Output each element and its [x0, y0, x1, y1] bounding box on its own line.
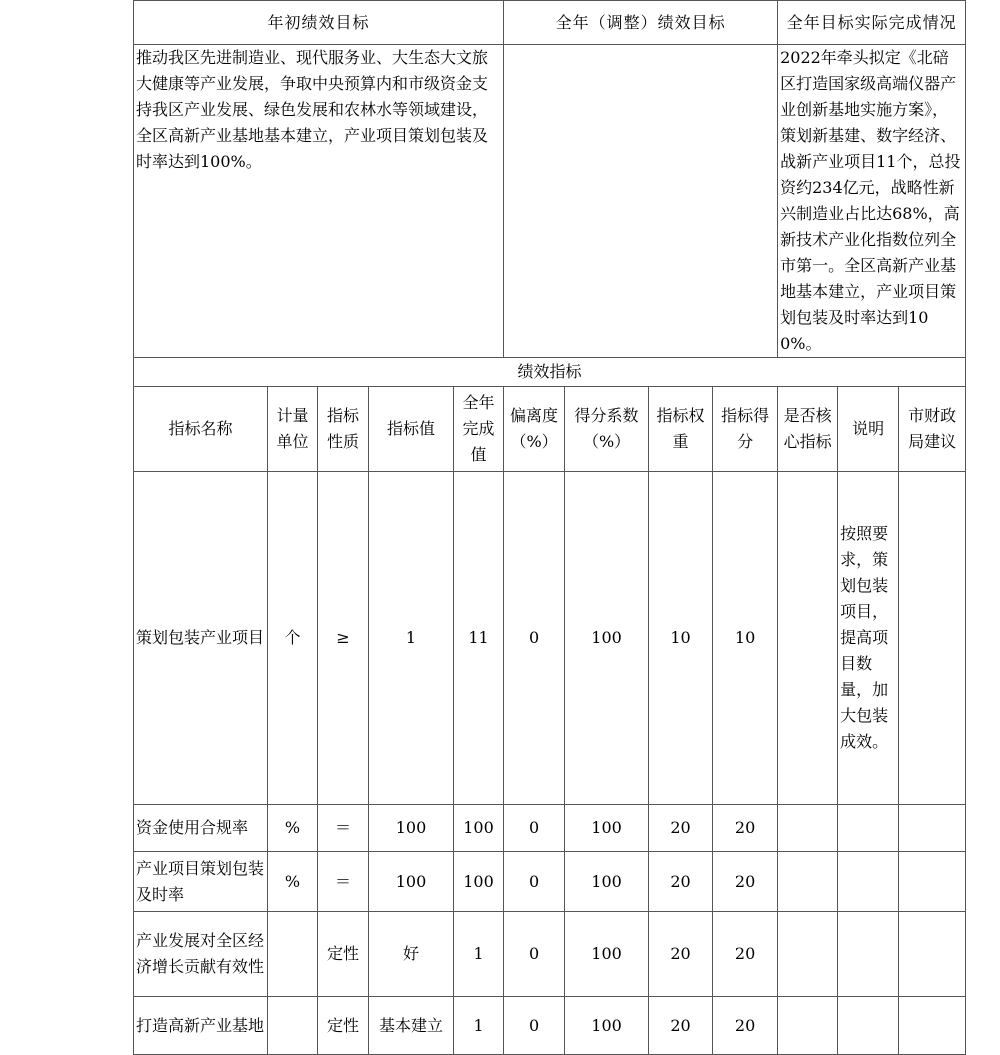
indicator-nature: ＝	[318, 852, 369, 912]
col-weight-header: 指标权重	[649, 387, 713, 472]
col-score-header: 指标得分	[713, 387, 778, 472]
table-row	[134, 997, 966, 1055]
adjusted-goal-text	[504, 45, 778, 358]
indicator-actual: 100	[454, 805, 504, 852]
section-title-row	[134, 358, 966, 387]
indicator-name: 打造高新产业基地	[134, 997, 268, 1055]
indicator-note: 按照要求，策划包装项目，提高项目数量，加大包装成效。	[838, 472, 899, 805]
col-name-header: 指标名称	[134, 387, 268, 472]
adjusted-goal-header: 全年（调整）绩效目标	[504, 1, 778, 45]
indicator-unit: %	[268, 805, 318, 852]
indicator-target: 100	[369, 805, 454, 852]
indicator-actual: 1	[454, 997, 504, 1055]
indicator-name: 产业项目策划包装及时率	[134, 852, 268, 912]
col-target-header: 指标值	[369, 387, 454, 472]
indicator-actual: 100	[454, 852, 504, 912]
indicator-weight: 20	[649, 912, 713, 997]
indicator-advice	[899, 997, 966, 1055]
indicator-coefficient: 100	[565, 912, 649, 997]
indicator-core	[778, 805, 838, 852]
indicator-coefficient: 100	[565, 805, 649, 852]
indicator-advice	[899, 805, 966, 852]
indicator-score: 20	[713, 805, 778, 852]
table-row	[134, 472, 966, 805]
section-title: 绩效指标	[134, 358, 966, 387]
indicator-target: 100	[369, 852, 454, 912]
indicator-score: 20	[713, 997, 778, 1055]
indicator-score: 20	[713, 852, 778, 912]
col-unit-header: 计量单位	[268, 387, 318, 472]
initial-goal-text: 推动我区先进制造业、现代服务业、大生态大文旅大健康等产业发展，争取中央预算内和市级资金支持我区产业发展、绿色发展和农林水等领域建设，全区高新产业基地基本建立，产业项目策划包装及时率达到100%。	[134, 45, 504, 358]
indicator-core	[778, 852, 838, 912]
indicator-note	[838, 805, 899, 852]
indicator-target: 基本建立	[369, 997, 454, 1055]
indicator-weight: 20	[649, 805, 713, 852]
indicator-nature: 定性	[318, 997, 369, 1055]
actual-completion-header: 全年目标实际完成情况	[778, 1, 966, 45]
indicator-unit: 个	[268, 472, 318, 805]
indicator-actual: 1	[454, 912, 504, 997]
col-actual-header: 全年完成值	[454, 387, 504, 472]
indicator-core	[778, 912, 838, 997]
indicator-name: 策划包装产业项目	[134, 472, 268, 805]
indicator-advice	[899, 852, 966, 912]
indicator-core	[778, 472, 838, 805]
actual-completion-text: 2022年牵头拟定《北碚区打造国家级高端仪器产业创新基地实施方案》，策划新基建、数字经济、战新产业项目11个，总投资约234亿元，战略性新兴制造业占比达68%，高新技术产业化指数位列全市第一。全区高新产业基地基本建立，产业项目策划包装及时率达到100%。	[778, 45, 966, 358]
indicator-nature: 定性	[318, 912, 369, 997]
table-row	[134, 852, 966, 912]
indicator-deviation: 0	[504, 805, 565, 852]
indicator-note	[838, 852, 899, 912]
table-row	[134, 805, 966, 852]
indicator-score: 10	[713, 472, 778, 805]
indicator-unit: %	[268, 852, 318, 912]
col-nature-header: 指标性质	[318, 387, 369, 472]
indicator-nature: ≥	[318, 472, 369, 805]
col-deviation-header: 偏离度（%）	[504, 387, 565, 472]
indicator-weight: 20	[649, 852, 713, 912]
indicator-target: 好	[369, 912, 454, 997]
indicator-deviation: 0	[504, 912, 565, 997]
performance-table	[133, 0, 966, 1055]
indicator-advice	[899, 472, 966, 805]
col-coefficient-header: 得分系数（%）	[565, 387, 649, 472]
indicator-deviation: 0	[504, 852, 565, 912]
col-note-header: 说明	[838, 387, 899, 472]
indicator-coefficient: 100	[565, 852, 649, 912]
indicator-score: 20	[713, 912, 778, 997]
initial-goal-header: 年初绩效目标	[134, 1, 504, 45]
goal-content-row	[134, 45, 966, 358]
goal-header-row	[134, 1, 966, 45]
indicator-coefficient: 100	[565, 472, 649, 805]
indicator-deviation: 0	[504, 997, 565, 1055]
indicator-name: 资金使用合规率	[134, 805, 268, 852]
column-header-row	[134, 387, 966, 472]
indicator-note	[838, 912, 899, 997]
indicator-nature: ＝	[318, 805, 369, 852]
indicator-core	[778, 997, 838, 1055]
indicator-advice	[899, 912, 966, 997]
indicator-note	[838, 997, 899, 1055]
col-core-header: 是否核心指标	[778, 387, 838, 472]
indicator-unit	[268, 912, 318, 997]
col-advice-header: 市财政局建议	[899, 387, 966, 472]
indicator-target: 1	[369, 472, 454, 805]
indicator-coefficient: 100	[565, 997, 649, 1055]
indicator-weight: 20	[649, 997, 713, 1055]
indicator-actual: 11	[454, 472, 504, 805]
indicator-weight: 10	[649, 472, 713, 805]
table-row	[134, 912, 966, 997]
indicator-deviation: 0	[504, 472, 565, 805]
indicator-name: 产业发展对全区经济增长贡献有效性	[134, 912, 268, 997]
indicator-unit	[268, 997, 318, 1055]
